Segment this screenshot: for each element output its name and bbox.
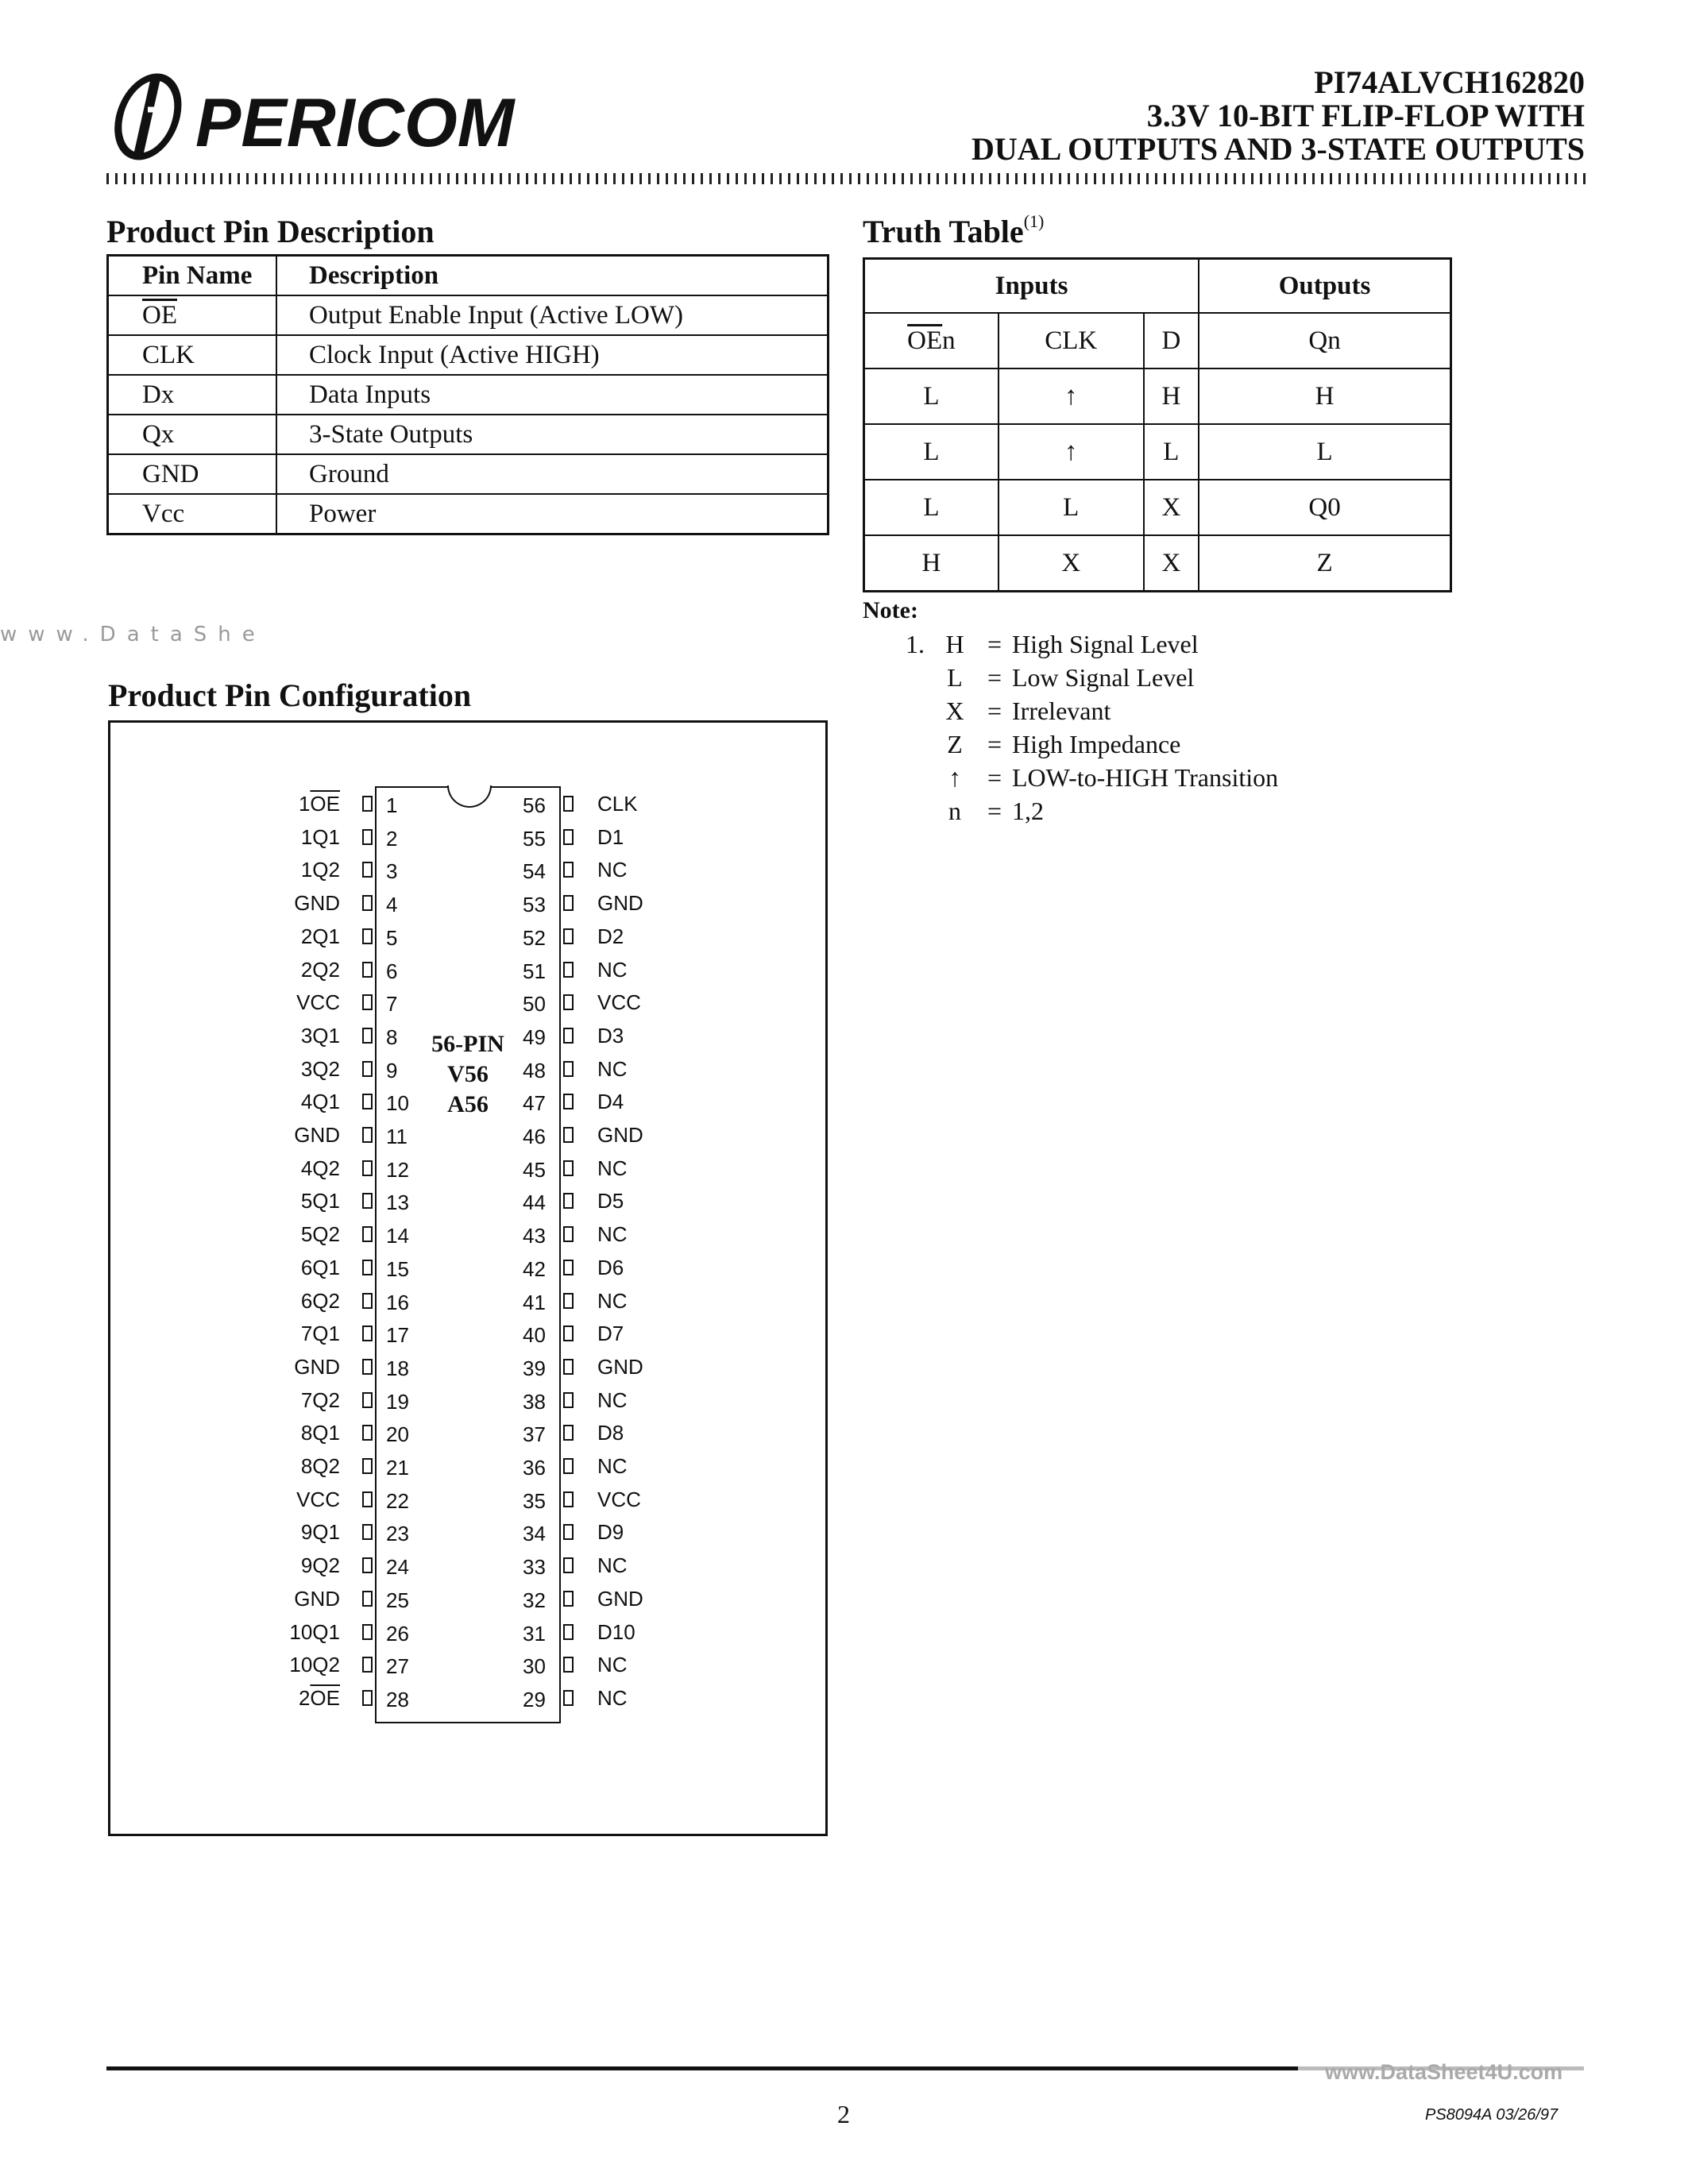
left-pin-name: 2Q1 [300, 924, 340, 948]
left-pin-number: 21 [386, 1456, 409, 1480]
right-pin-name: NC [597, 1156, 628, 1180]
pin-description-row [108, 415, 829, 454]
left-pin-box [362, 1260, 373, 1275]
note-symbol: Z [947, 730, 963, 758]
right-pin-box [563, 1094, 574, 1109]
right-pin-name: NC [597, 1387, 628, 1412]
right-pin-number: 30 [523, 1654, 546, 1679]
right-pin-box [563, 1690, 574, 1706]
right-pin-number: 50 [523, 992, 546, 1017]
right-pin-name: NC [597, 1454, 628, 1478]
note-number [906, 794, 933, 828]
truth-table-cell: H [864, 535, 999, 592]
pin-name-cell: CLK [108, 335, 277, 375]
left-pin-number: 6 [386, 959, 398, 983]
note-number [906, 694, 933, 727]
left-pin-name: 2Q2 [300, 957, 340, 982]
pin-desc-cell: Output Enable Input (Active LOW) [276, 295, 829, 335]
right-pin-box [563, 1028, 574, 1044]
right-pin-box [563, 1491, 574, 1507]
right-pin-number: 41 [523, 1290, 546, 1314]
truth-table-row [864, 369, 1451, 424]
truth-table-row [864, 424, 1451, 480]
title-line-1: 3.3V 10-BIT FLIP-FLOP WITH [1146, 98, 1585, 133]
right-pin-number: 49 [523, 1024, 546, 1049]
left-pin-name: 5Q2 [300, 1222, 340, 1247]
right-pin-number: 45 [523, 1157, 546, 1182]
right-pin-name: NC [597, 1288, 628, 1313]
right-pin-name: D7 [597, 1322, 624, 1346]
right-pin-number: 29 [523, 1687, 546, 1711]
pin-desc-cell: 3-State Outputs [276, 415, 829, 454]
left-pin-number: 11 [386, 1125, 408, 1148]
right-pin-name: D9 [597, 1520, 624, 1545]
left-pin-name: $2\overline{OE}$ [298, 1685, 340, 1710]
truth-table-cell: L [1144, 424, 1199, 480]
truth-table-title [863, 213, 1044, 250]
left-pin-box [362, 1591, 373, 1607]
left-pin-box [362, 1193, 373, 1209]
truth-table-body [864, 259, 1451, 592]
left-pin-box [362, 862, 373, 878]
right-pin-name: NC [597, 1553, 628, 1578]
note-symbol: ↑ [948, 763, 961, 792]
package-label-line-3: A56 [447, 1091, 489, 1117]
right-pin-box [563, 862, 574, 878]
right-pin-number: 34 [523, 1522, 546, 1546]
left-pin-number: 8 [386, 1024, 398, 1049]
truth-table-title-text: Truth Table [863, 214, 1024, 249]
right-pin-name: CLK [597, 792, 638, 816]
left-pin-box [362, 796, 373, 812]
note-text: Irrelevant [1012, 696, 1111, 725]
note-number [906, 661, 933, 694]
note-text: High Impedance [1012, 730, 1181, 758]
left-pin-name: 4Q1 [300, 1090, 340, 1114]
col-header-oen: $\overline{OE}n$ [864, 313, 999, 369]
left-pin-number: 5 [386, 925, 398, 950]
right-pin-name: D8 [597, 1421, 624, 1445]
right-pin-box [563, 1061, 574, 1077]
package-label-line-1: 56-PIN [431, 1031, 504, 1057]
note-equals: = [987, 730, 1002, 758]
left-pin-number: 12 [386, 1157, 409, 1182]
left-pin-number: 13 [386, 1190, 409, 1215]
left-pin-number: 22 [386, 1488, 409, 1513]
left-pin-name: GND [294, 891, 340, 916]
left-pin-number: 20 [386, 1422, 409, 1447]
right-pin-box [563, 1524, 574, 1540]
col-header-description: Description [276, 256, 829, 296]
logo-text: PERICOM [195, 85, 515, 160]
left-pin-number: 19 [386, 1389, 409, 1414]
left-pin-box [362, 1028, 373, 1044]
left-pin-box [362, 1458, 373, 1474]
left-pin-box [362, 1557, 373, 1573]
right-pin-box [563, 1127, 574, 1143]
right-pin-box [563, 1260, 574, 1275]
right-pin-number: 53 [523, 893, 546, 917]
right-pin-number: 36 [523, 1456, 546, 1480]
note-number [906, 761, 933, 794]
right-pin-number: 31 [523, 1621, 546, 1646]
title-line-2: DUAL OUTPUTS AND 3-STATE OUTPUTS [971, 131, 1585, 167]
pericom-logo-mark [106, 73, 551, 160]
left-pin-number: 9 [386, 1058, 398, 1082]
left-pin-number: 15 [386, 1256, 409, 1281]
truth-table-cell: ↑ [999, 369, 1144, 424]
left-pin-name: 8Q2 [300, 1454, 340, 1478]
left-pin-number: 26 [386, 1621, 409, 1646]
right-pin-box [563, 1458, 574, 1474]
pin-description-table [106, 254, 829, 535]
truth-table-row [864, 535, 1451, 592]
left-pin-name: 6Q2 [300, 1288, 340, 1313]
right-pin-name: D4 [597, 1090, 624, 1114]
note-equals: = [987, 696, 1002, 725]
note-row [906, 794, 1278, 828]
left-pin-name: 9Q1 [300, 1520, 340, 1545]
pin-name-cell: Vcc [108, 494, 277, 534]
left-pin-number: 10 [386, 1091, 409, 1116]
right-pin-name: NC [597, 858, 628, 882]
right-pin-number: 40 [523, 1323, 546, 1348]
right-pin-number: 52 [523, 925, 546, 950]
right-pin-number: 39 [523, 1356, 546, 1380]
truth-table-cell: Q0 [1199, 480, 1450, 535]
note-symbol: X [945, 696, 964, 725]
left-pin-number: 27 [386, 1654, 409, 1679]
right-pin-number: 54 [523, 859, 546, 884]
right-pin-name: GND [597, 891, 643, 916]
truth-table [863, 257, 1452, 592]
note-equals: = [987, 630, 1002, 658]
truth-table-cell: L [864, 480, 999, 535]
col-header-d: D [1144, 313, 1199, 369]
left-pin-box [362, 829, 373, 845]
pin-description-row [108, 494, 829, 534]
left-pin-number: 24 [386, 1555, 409, 1580]
package-label-line-2: V56 [447, 1061, 489, 1087]
right-pin-name: D10 [597, 1619, 635, 1644]
right-pin-box [563, 962, 574, 978]
pin-desc-cell: Data Inputs [276, 375, 829, 415]
right-pin-name: GND [597, 1123, 643, 1147]
note-row [906, 761, 1278, 794]
right-pin-number: 33 [523, 1555, 546, 1580]
pericom-logo [106, 73, 551, 160]
left-pin-number: 23 [386, 1522, 409, 1546]
right-pin-box [563, 1193, 574, 1209]
left-pin-box [362, 1160, 373, 1176]
truth-table-cell: Z [1199, 535, 1450, 592]
right-pin-box [563, 1325, 574, 1341]
note-number: 1. [906, 630, 925, 658]
right-pin-name: NC [597, 1685, 628, 1710]
right-pin-name: NC [597, 1056, 628, 1081]
left-pin-name: VCC [296, 990, 340, 1015]
left-pin-box [362, 1293, 373, 1309]
left-pin-number: 17 [386, 1323, 409, 1348]
left-pin-box [362, 1491, 373, 1507]
left-pin-number: 4 [386, 893, 398, 917]
truth-table-cell: ↑ [999, 424, 1144, 480]
right-pin-name: D5 [597, 1189, 624, 1214]
pin-desc-cell: Ground [276, 454, 829, 494]
left-pin-name: 10Q1 [289, 1619, 340, 1644]
right-pin-box [563, 928, 574, 944]
truth-table-cell: L [864, 424, 999, 480]
truth-table-row [864, 480, 1451, 535]
right-pin-name: D3 [597, 1023, 624, 1048]
left-pin-name: 6Q1 [300, 1255, 340, 1279]
left-pin-name: 3Q1 [300, 1023, 340, 1048]
right-pin-name: GND [597, 1586, 643, 1611]
pin-desc-cell: Clock Input (Active HIGH) [276, 335, 829, 375]
truth-table-cell: X [1144, 535, 1199, 592]
note-text: 1,2 [1012, 797, 1044, 825]
right-pin-number: 48 [523, 1058, 546, 1082]
right-pin-number: 42 [523, 1256, 546, 1281]
right-pin-name: GND [597, 1354, 643, 1379]
note-number [906, 727, 933, 761]
left-pin-box [362, 1061, 373, 1077]
col-header-qn: Qn [1199, 313, 1450, 369]
right-pin-number: 43 [523, 1224, 546, 1248]
left-pin-box [362, 895, 373, 911]
left-pin-box [362, 1657, 373, 1673]
left-pin-number: 25 [386, 1588, 409, 1612]
truth-table-cell: H [1144, 369, 1199, 424]
left-pin-name: 3Q2 [300, 1056, 340, 1081]
right-pin-number: 38 [523, 1389, 546, 1414]
left-pin-name: 10Q2 [289, 1653, 340, 1677]
right-pin-box [563, 1657, 574, 1673]
note-title: Note: [863, 597, 918, 623]
left-pin-number: 28 [386, 1687, 409, 1711]
right-pin-number: 35 [523, 1488, 546, 1513]
truth-table-cell: X [1144, 480, 1199, 535]
right-pin-box [563, 1392, 574, 1408]
right-pin-number: 51 [523, 959, 546, 983]
left-pin-name: 7Q2 [300, 1387, 340, 1412]
footer-rule [106, 2066, 1298, 2070]
left-pin-number: 14 [386, 1224, 409, 1248]
left-pin-box [362, 1359, 373, 1375]
pin-name-cell: Dx [108, 375, 277, 415]
left-pin-name: 4Q2 [300, 1156, 340, 1180]
note-equals: = [987, 797, 1002, 825]
left-pin-name: 1Q2 [300, 858, 340, 882]
left-pin-name: 9Q2 [300, 1553, 340, 1578]
left-pin-number: 7 [386, 992, 398, 1017]
right-pin-box [563, 1557, 574, 1573]
left-pin-box [362, 994, 373, 1010]
left-pin-name: 7Q1 [300, 1322, 340, 1346]
pin-name-cell: $\overline{OE}$ [108, 295, 277, 335]
right-pin-number: 32 [523, 1588, 546, 1612]
pin-description-row [108, 335, 829, 375]
left-pin-number: 2 [386, 826, 398, 851]
right-pin-number: 44 [523, 1190, 546, 1215]
right-pin-name: VCC [597, 1487, 641, 1511]
note-row [906, 727, 1278, 761]
note-symbol: L [947, 663, 963, 692]
left-pin-box [362, 1425, 373, 1441]
right-pin-name: NC [597, 1653, 628, 1677]
note-text: High Signal Level [1012, 630, 1199, 658]
right-pin-box [563, 1624, 574, 1640]
pin-desc-cell: Power [276, 494, 829, 534]
note-row [906, 694, 1278, 727]
right-pin-name: D6 [597, 1255, 624, 1279]
col-header-pin-name: Pin Name [108, 256, 277, 296]
notes-list [906, 627, 1278, 828]
left-pin-number: 1 [386, 793, 398, 817]
left-pin-number: 3 [386, 859, 398, 884]
left-pin-name: 5Q1 [300, 1189, 340, 1214]
right-pin-box [563, 796, 574, 812]
right-pin-box [563, 895, 574, 911]
note-equals: = [987, 763, 1002, 792]
left-pin-box [362, 1127, 373, 1143]
right-pin-number: 56 [523, 793, 546, 817]
left-pin-name: 8Q1 [300, 1421, 340, 1445]
group-header-outputs: Outputs [1199, 259, 1450, 314]
right-pin-box [563, 1160, 574, 1176]
right-pin-number: 55 [523, 826, 546, 851]
right-pin-number: 37 [523, 1422, 546, 1447]
pin-configuration-title: Product Pin Configuration [108, 677, 472, 713]
truth-table-column-row [864, 313, 1451, 369]
pin-description-row [108, 295, 829, 335]
left-pin-box [362, 1690, 373, 1706]
pin-description-row [108, 375, 829, 415]
page-number: 2 [837, 2100, 850, 2128]
left-pin-box [362, 1094, 373, 1109]
truth-table-cell: L [864, 369, 999, 424]
truth-table-cell: L [1199, 424, 1450, 480]
header-tick-rule [106, 173, 1586, 184]
right-pin-box [563, 1359, 574, 1375]
right-pin-box [563, 1293, 574, 1309]
document-code: PS8094A 03/26/97 [1425, 2106, 1559, 2124]
left-pin-box [362, 1226, 373, 1242]
left-pin-box [362, 1524, 373, 1540]
left-pin-name: GND [294, 1354, 340, 1379]
note-row [906, 627, 1278, 661]
right-pin-number: 46 [523, 1125, 546, 1148]
pin-description-title: Product Pin Description [106, 214, 435, 249]
right-pin-name: D2 [597, 924, 624, 948]
truth-table-cell: L [999, 480, 1144, 535]
right-pin-name: NC [597, 1222, 628, 1247]
right-pin-box [563, 1425, 574, 1441]
truth-table-cell: H [1199, 369, 1450, 424]
left-pin-name: 1Q1 [300, 824, 340, 849]
left-pin-name: VCC [296, 1487, 340, 1511]
pin-name-cell: GND [108, 454, 277, 494]
note-row [906, 661, 1278, 694]
footer-site-watermark: www.DataSheet4U.com [1325, 2060, 1563, 2084]
right-pin-box [563, 829, 574, 845]
left-pin-name: $1\overline{OE}$ [298, 792, 340, 816]
left-pin-box [362, 1392, 373, 1408]
pin-description-body [108, 295, 829, 534]
right-pin-number: 47 [523, 1091, 546, 1116]
group-header-inputs: Inputs [864, 259, 1199, 314]
note-equals: = [987, 663, 1002, 692]
note-symbol: n [948, 797, 961, 825]
left-pin-box [362, 962, 373, 978]
pin-description-header-row [108, 256, 829, 296]
pin-description-row [108, 454, 829, 494]
note-symbol: H [945, 630, 964, 658]
right-pin-box [563, 1591, 574, 1607]
note-text: Low Signal Level [1012, 663, 1195, 692]
left-pin-number: 18 [386, 1356, 409, 1380]
left-pin-number: 16 [386, 1290, 409, 1314]
right-pin-name: VCC [597, 990, 641, 1015]
pin-name-cell: Qx [108, 415, 277, 454]
watermark-text: www.DataShe [0, 623, 266, 646]
right-pin-box [563, 1226, 574, 1242]
part-number: PI74ALVCH162820 [1314, 64, 1585, 100]
left-pin-name: GND [294, 1586, 340, 1611]
right-pin-box [563, 994, 574, 1010]
truth-table-group-row [864, 259, 1451, 314]
left-pin-box [362, 1624, 373, 1640]
truth-table-footnote-ref: (1) [1023, 211, 1045, 231]
left-pin-name: GND [294, 1123, 340, 1147]
right-pin-name: D1 [597, 824, 624, 849]
left-pin-box [362, 928, 373, 944]
right-pin-name: NC [597, 957, 628, 982]
note-text: LOW-to-HIGH Transition [1012, 763, 1279, 792]
col-header-clk: CLK [999, 313, 1144, 369]
truth-table-cell: X [999, 535, 1144, 592]
left-pin-box [362, 1325, 373, 1341]
